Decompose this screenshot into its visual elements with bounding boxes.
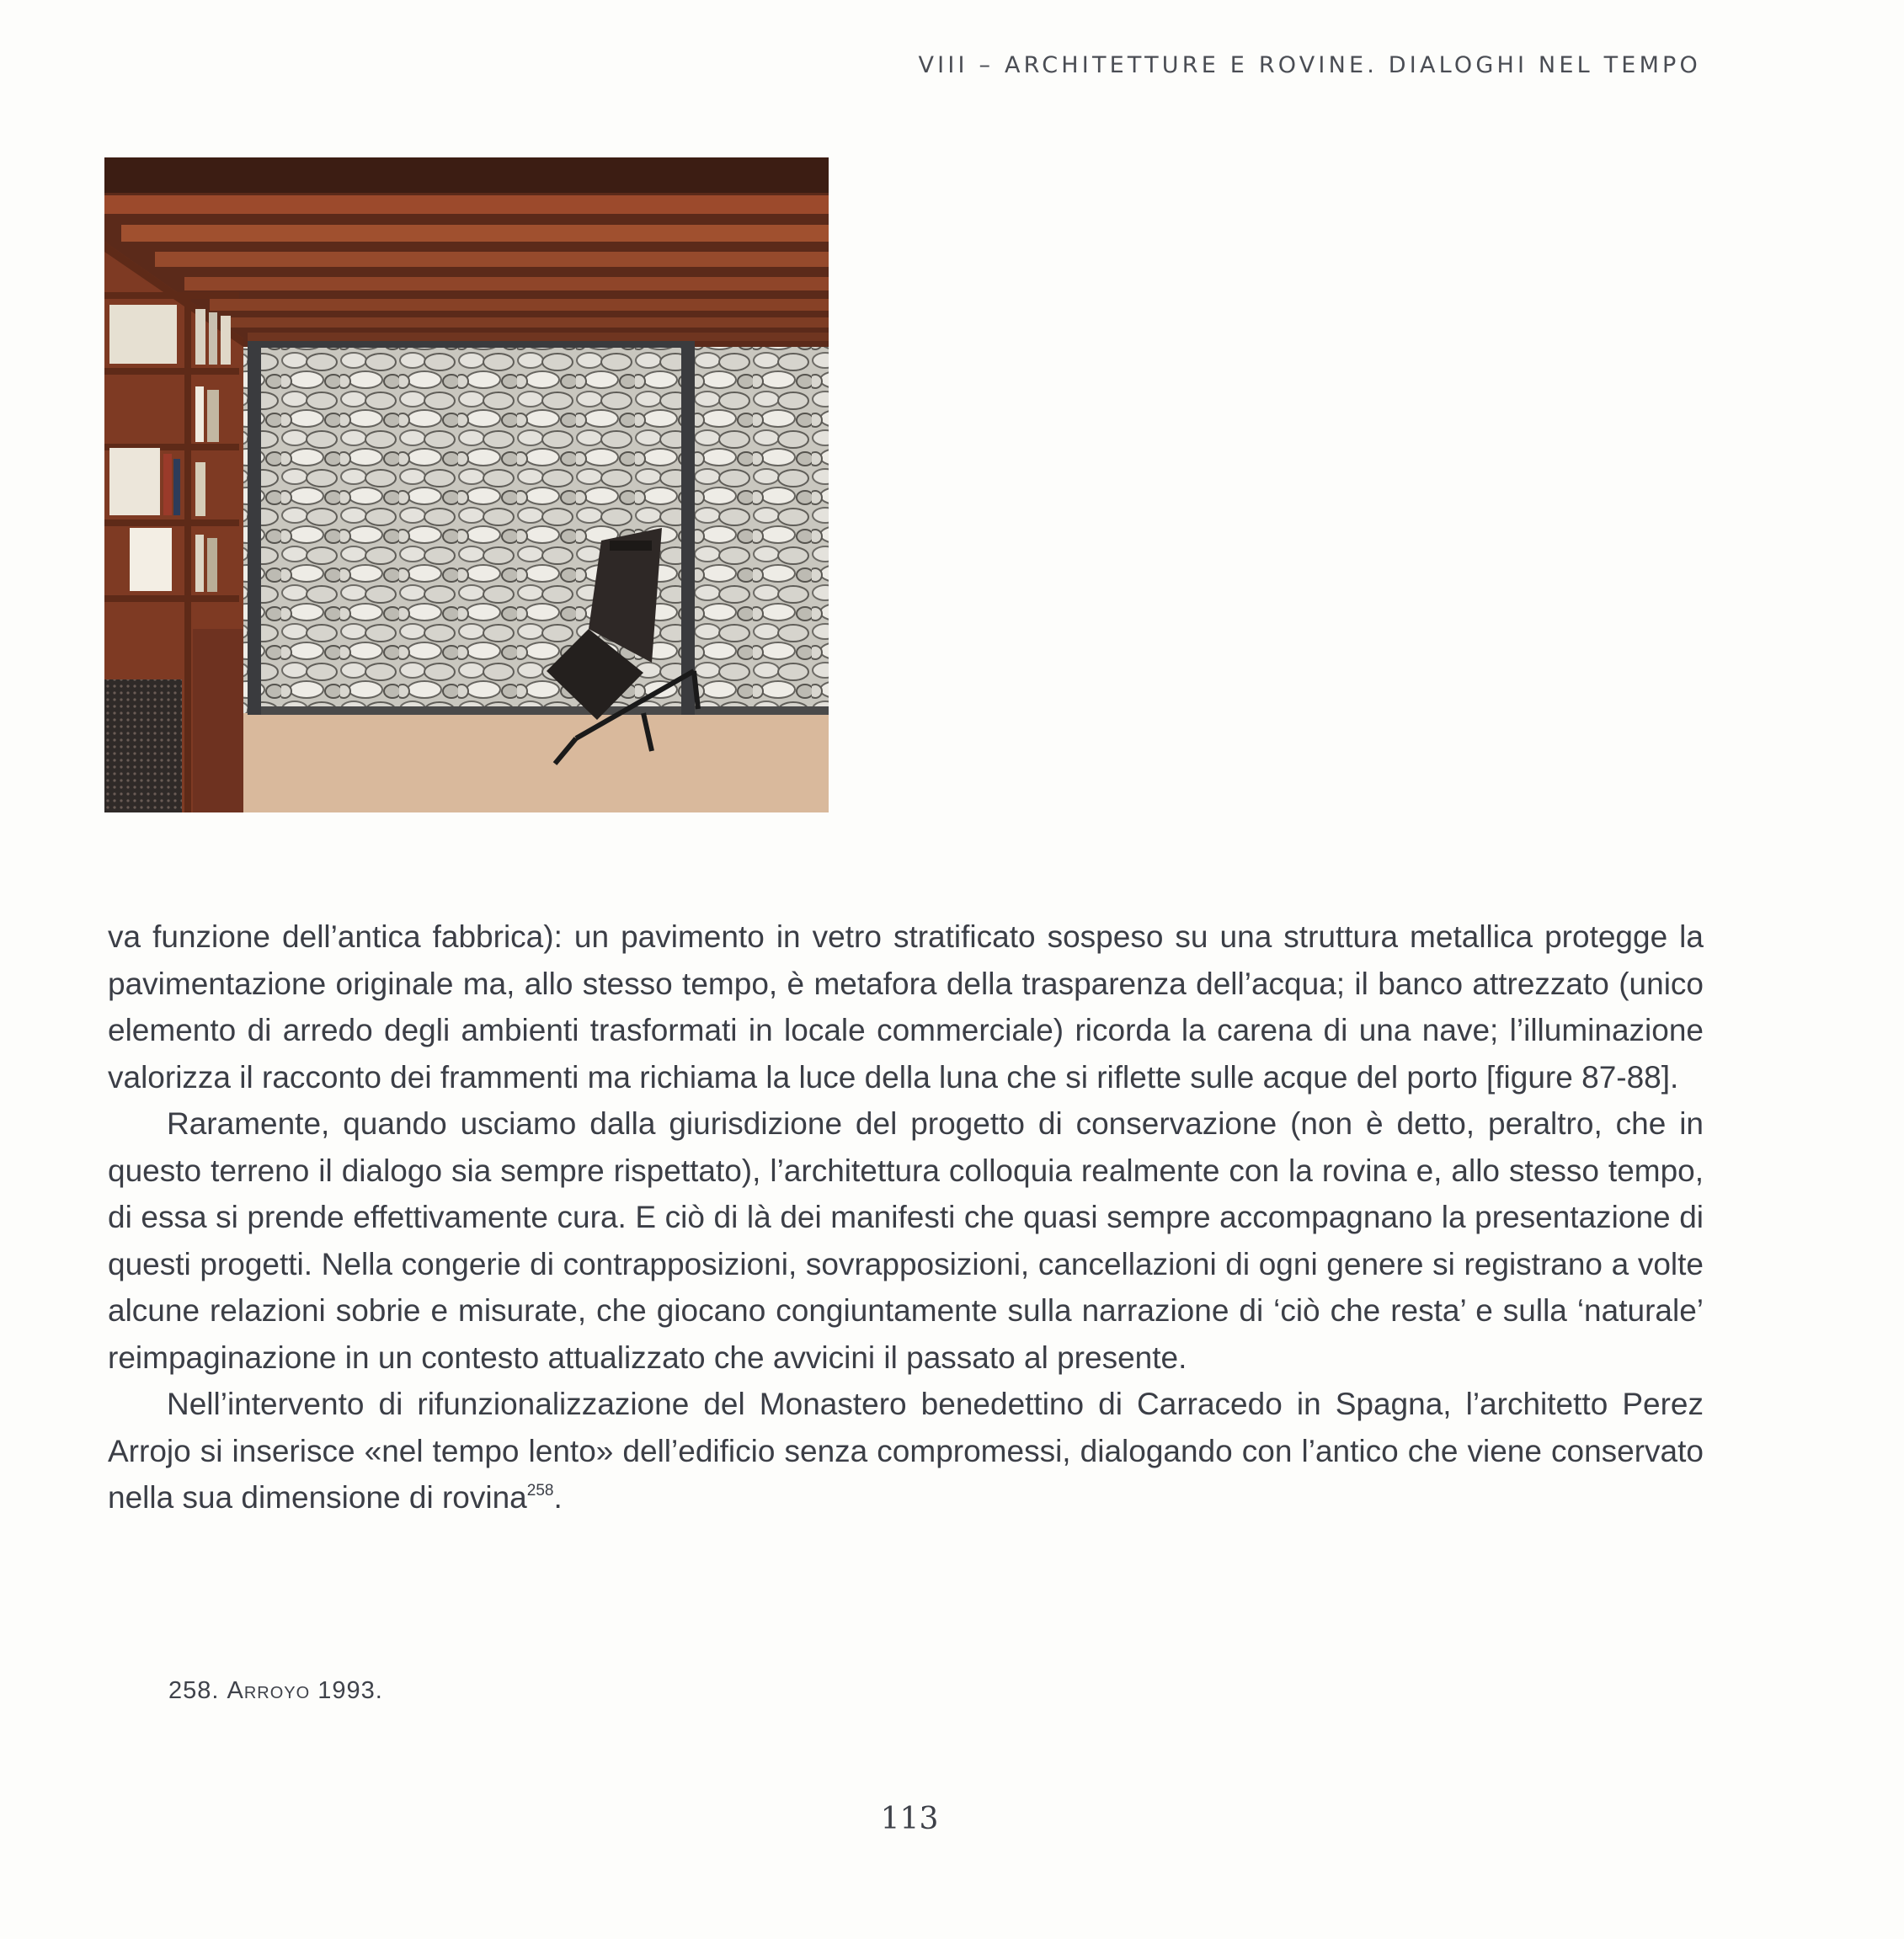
- page-number: 113: [880, 1802, 939, 1836]
- body-text: [108, 914, 1704, 1521]
- footnote-reference[interactable]: 258: [526, 1482, 554, 1500]
- footnote-year: 1993.: [317, 1677, 383, 1704]
- footnote-number: 258.: [168, 1677, 220, 1704]
- paragraph-2: Raramente, quando usciamo dalla giurisdizione del progetto di conservazione (non è detto, peraltro, che in questo terreno il dialogo sia sempre rispettato), l’architettura colloquia realmente con la rovina e, allo stesso tempo, di essa si prende effettivamente cura. E ciò di là dei manifesti che quasi sempre accompagnano la presentazione di questi progetti. Nella congerie di contrapposizioni, sovrapposizioni, cancellazioni di ogni genere si registrano a volte alcune relazioni sobrie e misurate, che giocano congiuntamente sulla narrazione di ‘ciò che resta’ e sulla ‘naturale’ reimpaginazione in un contesto attualizzato che avvicini il passato al presente.: [108, 1106, 1704, 1375]
- paragraph-3-text: Nell’intervento di rifunzionalizzazione del Monastero benedettino di Carracedo in Spagna, l’architetto Perez Arrojo si inserisce «nel tempo lento» dell’edificio senza compromessi, dialogando con l’antico che viene conservato nella sua dimensione di rovina: [108, 1387, 1704, 1515]
- footnote-author: Arroyo: [227, 1677, 311, 1704]
- paragraph-3: [108, 1381, 1704, 1521]
- interior-photo-illustration: [104, 157, 829, 812]
- paragraph-1: va funzione dell’antica fabbrica): un pavimento in vetro stratificato sospeso su una struttura metallica protegge la pavimentazione originale ma, allo stesso tempo, è metafora della trasparenza dell’acqua; il banco attrezzato (unico elemento di arredo degli ambienti trasformati in locale commerciale) ricorda la carena di una nave; l’illuminazione valorizza il racconto dei frammenti ma richiama la luce della luna che si riflette sulle acque del porto [figure 87-88].: [108, 919, 1704, 1095]
- footnote: [168, 1677, 383, 1705]
- figure-photo: [104, 157, 829, 812]
- running-head: VIII – ARCHITETTURE E ROVINE. DIALOGHI NEL TEMPO: [918, 52, 1701, 78]
- paragraph-3-end: .: [553, 1480, 563, 1515]
